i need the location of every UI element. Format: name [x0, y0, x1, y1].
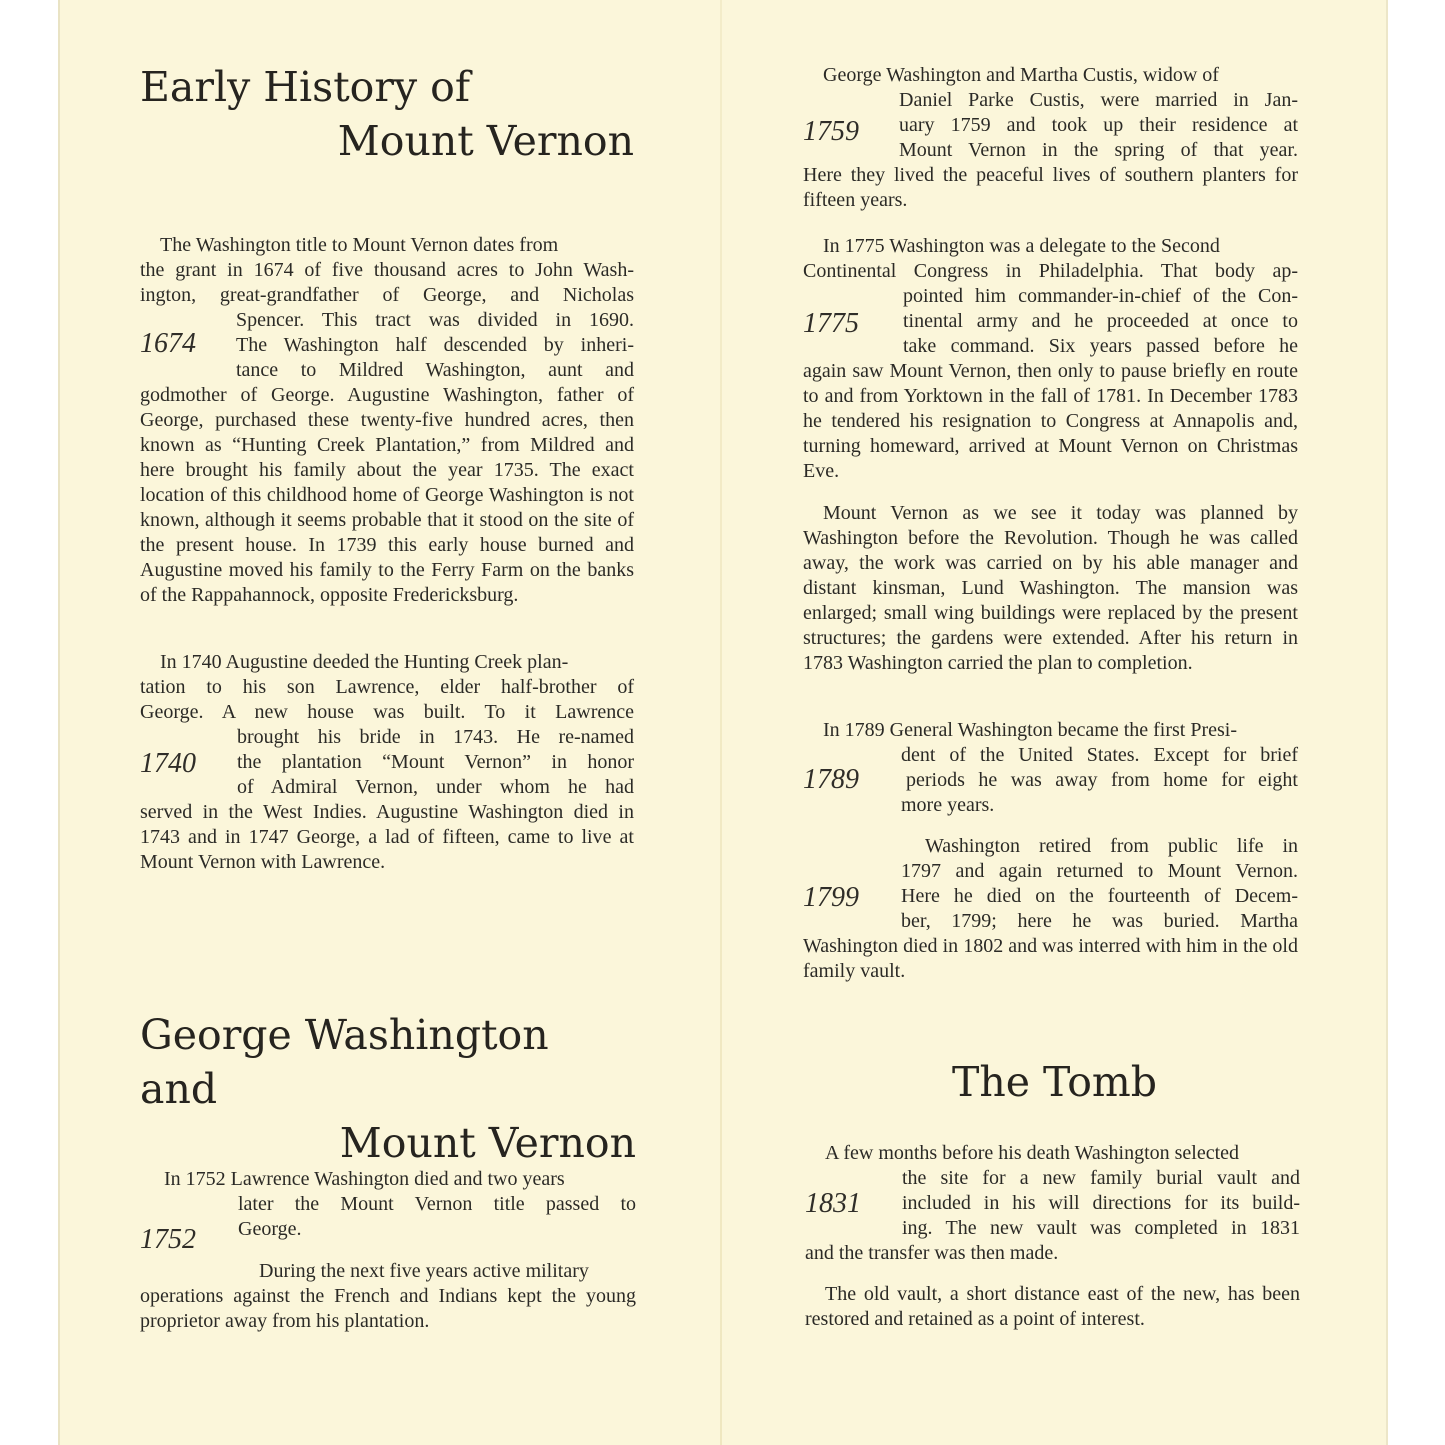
- heading-the-tomb: The Tomb: [952, 1058, 1158, 1106]
- paragraph-continental-congress: In 1775 Washington was a delegate to the Second Continental Congress in Philadelphia. That body ap- pointed him commander-in-chief of the Con- tinental army and he proceeded at once to take command. Six years passed before he again saw Mount Vernon, then only to pause briefly en route to and from Yorktown in the fall of 1781. In December 1783 he tendered his resignation to Congress at Annapolis and, turning homeward, arrived at Mount Vernon on Christmas Eve.: [803, 235, 1298, 482]
- margin-year-1752: 1752: [140, 1224, 196, 1255]
- margin-year-1759: 1759: [803, 116, 859, 147]
- margin-year-1831: 1831: [805, 1188, 861, 1219]
- paragraph-revolution-plans: Mount Vernon as we see it today was planned by Washington before the Revolution. Though he was called away, the work was carried on by his able manager and distant kinsman, Lund Washington. The mansion was enlarged; small wing buildings were replaced by the present structures; the gardens were extended. After his return in 1783 Washington carried the plan to completion.: [803, 502, 1298, 674]
- paragraph-new-vault: A few months before his death Washington selected the site for a new family burial vault and included in his will directions for its build- ing. The new vault was completed in 1831 and the transfer was then made.: [805, 1142, 1300, 1264]
- paragraph-1752: In 1752 Lawrence Washington died and two years later the Mount Vernon title passed to George.: [164, 1168, 636, 1240]
- heading-george-washington: George Washington and Mount Vernon: [140, 1011, 636, 1167]
- paragraph-retirement: Washington retired from public life in 1797 and again returned to Mount Vernon. Here he died on the fourteenth of Decem- ber, 1799; here he was buried. Martha Washington died in 1802 and was interred with him in the old family vault.: [803, 835, 1298, 982]
- paragraph-lawrence: In 1740 Augustine deeded the Hunting Creek plan- tation to his son Lawrence, elder half-brother of George. A new house was built. To it Lawrence brought his bride in 1743. He re-named the plantation “Mount Vernon” in honor of Admiral Vernon, under whom he had served in the West Indies. Augustine Washington died in 1743 and in 1747 George, a lad of fifteen, came to live at Mount Vernon with Lawrence.: [140, 651, 634, 873]
- margin-year-1799: 1799: [803, 882, 859, 913]
- paragraph-title-grant: The Washington title to Mount Vernon dates from the grant in 1674 of five thousand acres to John Wash- ington, great-grandfather of George, and Nicholas Spencer. This tract was divided in 1690. The Washington half descended by inheri- tance to Mildred Washington, aunt and godmother of George. Augustine Washington, father of George, purchased these twenty-five hundred acres, then known as “Hunting Creek Plantation,” from Mildred and here brought his family about the year 1735. The exact location of this childhood home of George Washington is not known, although it seems probable that it stood on the site of the present house. In 1739 this early house burned and Augustine moved his family to the Ferry Farm on the banks of the Rappahannock, opposite Fredericksburg.: [140, 234, 634, 606]
- margin-year-1674: 1674: [140, 328, 196, 359]
- paragraph-marriage: George Washington and Martha Custis, widow of Daniel Parke Custis, were married in Jan- uary 1759 and took up their residence at Mount Vernon in the spring of that year. Here they lived the peaceful lives of southern planters for fifteen years.: [803, 64, 1298, 211]
- paragraph-old-vault: The old vault, a short distance east of the new, has been restored and retained as a point of interest.: [805, 1283, 1300, 1330]
- paragraph-military: During the next five years active military operations against the French and Indians kept the young proprietor away from his plantation.: [140, 1260, 636, 1332]
- heading-early-history: Early History of Mount Vernon: [140, 63, 634, 165]
- margin-year-1789: 1789: [803, 764, 859, 795]
- page-fold: [720, 0, 722, 1445]
- margin-year-1775: 1775: [803, 308, 859, 339]
- paragraph-presidency: In 1789 General Washington became the first Presi- dent of the United States. Except for brief periods he was away from home for eight more years.: [823, 719, 1298, 816]
- margin-year-1740: 1740: [140, 748, 196, 779]
